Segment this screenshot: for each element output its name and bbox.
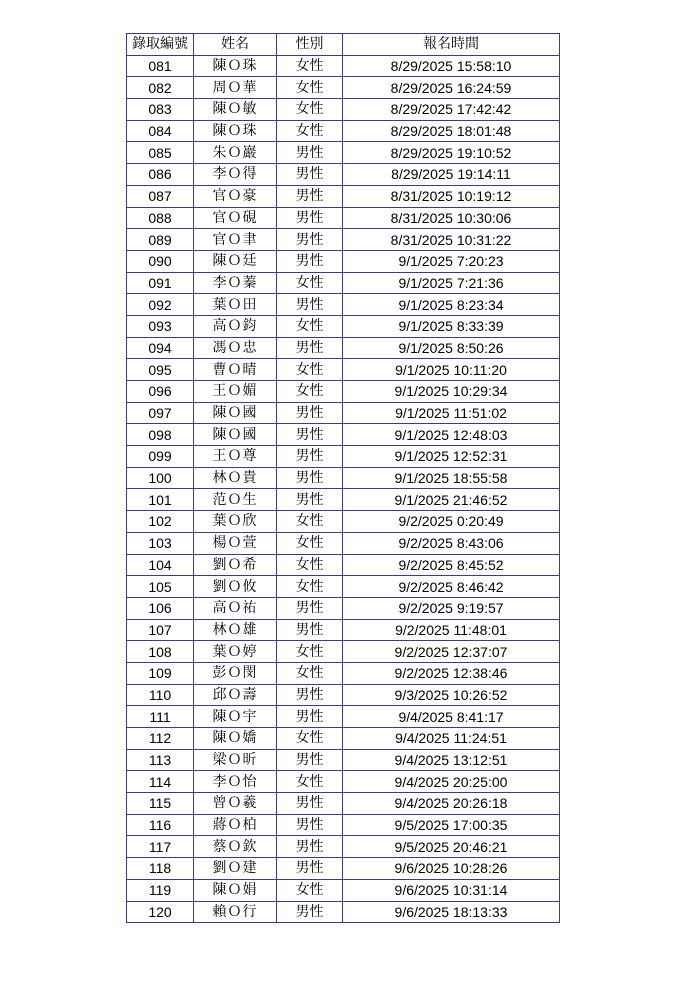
table-row bbox=[127, 771, 560, 793]
admission-number-cell: 120 bbox=[127, 901, 194, 923]
table-row bbox=[127, 554, 560, 576]
registration-time-cell: 9/1/2025 10:11:20 bbox=[343, 359, 560, 381]
name-cell: 高Ｏ祐 bbox=[194, 597, 277, 619]
header-admission-number: 錄取編號 bbox=[127, 34, 194, 56]
admission-number-cell: 113 bbox=[127, 749, 194, 771]
registration-time-cell: 9/1/2025 12:48:03 bbox=[343, 424, 560, 446]
name-cell: 李Ｏ蓁 bbox=[194, 272, 277, 294]
admission-number-cell: 109 bbox=[127, 662, 194, 684]
registration-time-cell: 9/1/2025 7:21:36 bbox=[343, 272, 560, 294]
table-row bbox=[127, 641, 560, 663]
registration-time-cell: 9/4/2025 20:25:00 bbox=[343, 771, 560, 793]
gender-cell: 男性 bbox=[277, 424, 343, 446]
registration-time-cell: 9/4/2025 8:41:17 bbox=[343, 706, 560, 728]
admission-number-cell: 097 bbox=[127, 402, 194, 424]
registration-time-cell: 8/29/2025 19:14:11 bbox=[343, 164, 560, 186]
name-cell: 楊Ｏ萱 bbox=[194, 532, 277, 554]
admission-number-cell: 091 bbox=[127, 272, 194, 294]
table-row bbox=[127, 814, 560, 836]
admission-number-cell: 106 bbox=[127, 597, 194, 619]
registration-time-cell: 9/2/2025 12:37:07 bbox=[343, 641, 560, 663]
header-registration-time: 報名時間 bbox=[343, 34, 560, 56]
name-cell: 曹Ｏ晴 bbox=[194, 359, 277, 381]
name-cell: 邱Ｏ壽 bbox=[194, 684, 277, 706]
gender-cell: 男性 bbox=[277, 597, 343, 619]
name-cell: 蔡Ｏ欽 bbox=[194, 836, 277, 858]
gender-cell: 男性 bbox=[277, 814, 343, 836]
table-row bbox=[127, 532, 560, 554]
header-name: 姓名 bbox=[194, 34, 277, 56]
name-cell: 葉Ｏ婷 bbox=[194, 641, 277, 663]
gender-cell: 男性 bbox=[277, 185, 343, 207]
gender-cell: 女性 bbox=[277, 771, 343, 793]
admission-number-cell: 082 bbox=[127, 77, 194, 99]
gender-cell: 男性 bbox=[277, 337, 343, 359]
admission-number-cell: 081 bbox=[127, 55, 194, 77]
registration-time-cell: 8/29/2025 16:24:59 bbox=[343, 77, 560, 99]
gender-cell: 男性 bbox=[277, 402, 343, 424]
table-row bbox=[127, 446, 560, 468]
gender-cell: 女性 bbox=[277, 879, 343, 901]
table-row bbox=[127, 359, 560, 381]
name-cell: 陳Ｏ娟 bbox=[194, 879, 277, 901]
registration-time-cell: 9/2/2025 8:43:06 bbox=[343, 532, 560, 554]
name-cell: 官Ｏ硯 bbox=[194, 207, 277, 229]
table-row bbox=[127, 207, 560, 229]
table-row bbox=[127, 576, 560, 598]
registration-time-cell: 8/31/2025 10:30:06 bbox=[343, 207, 560, 229]
name-cell: 彭Ｏ閔 bbox=[194, 662, 277, 684]
admission-number-cell: 116 bbox=[127, 814, 194, 836]
table-row bbox=[127, 250, 560, 272]
header-row bbox=[127, 34, 560, 56]
admission-number-cell: 114 bbox=[127, 771, 194, 793]
name-cell: 劉Ｏ建 bbox=[194, 858, 277, 880]
admission-number-cell: 100 bbox=[127, 467, 194, 489]
admission-number-cell: 093 bbox=[127, 315, 194, 337]
table-row bbox=[127, 793, 560, 815]
table-row bbox=[127, 164, 560, 186]
registration-time-cell: 9/2/2025 11:48:01 bbox=[343, 619, 560, 641]
name-cell: 蔣Ｏ柏 bbox=[194, 814, 277, 836]
name-cell: 陳Ｏ國 bbox=[194, 424, 277, 446]
name-cell: 梁Ｏ昕 bbox=[194, 749, 277, 771]
table-row bbox=[127, 619, 560, 641]
registration-time-cell: 9/2/2025 0:20:49 bbox=[343, 511, 560, 533]
table-row bbox=[127, 749, 560, 771]
gender-cell: 男性 bbox=[277, 229, 343, 251]
registration-time-cell: 9/5/2025 20:46:21 bbox=[343, 836, 560, 858]
registration-time-cell: 8/29/2025 18:01:48 bbox=[343, 120, 560, 142]
table-row bbox=[127, 662, 560, 684]
registration-time-cell: 9/6/2025 18:13:33 bbox=[343, 901, 560, 923]
table-row bbox=[127, 467, 560, 489]
registration-time-cell: 9/1/2025 21:46:52 bbox=[343, 489, 560, 511]
name-cell: 朱Ｏ巖 bbox=[194, 142, 277, 164]
name-cell: 葉Ｏ田 bbox=[194, 294, 277, 316]
gender-cell: 男性 bbox=[277, 164, 343, 186]
admission-number-cell: 085 bbox=[127, 142, 194, 164]
name-cell: 官Ｏ豪 bbox=[194, 185, 277, 207]
admission-number-cell: 111 bbox=[127, 706, 194, 728]
table-row bbox=[127, 185, 560, 207]
admission-number-cell: 118 bbox=[127, 858, 194, 880]
gender-cell: 女性 bbox=[277, 511, 343, 533]
gender-cell: 女性 bbox=[277, 576, 343, 598]
registration-time-cell: 9/1/2025 18:55:58 bbox=[343, 467, 560, 489]
admission-number-cell: 107 bbox=[127, 619, 194, 641]
table-row bbox=[127, 55, 560, 77]
name-cell: 陳Ｏ嬌 bbox=[194, 728, 277, 750]
admission-number-cell: 098 bbox=[127, 424, 194, 446]
table-row bbox=[127, 315, 560, 337]
gender-cell: 女性 bbox=[277, 641, 343, 663]
table-row bbox=[127, 99, 560, 121]
header-gender: 性別 bbox=[277, 34, 343, 56]
gender-cell: 男性 bbox=[277, 706, 343, 728]
gender-cell: 女性 bbox=[277, 120, 343, 142]
registration-time-cell: 8/31/2025 10:19:12 bbox=[343, 185, 560, 207]
name-cell: 王Ｏ尊 bbox=[194, 446, 277, 468]
table-row bbox=[127, 402, 560, 424]
table-row bbox=[127, 597, 560, 619]
admission-number-cell: 089 bbox=[127, 229, 194, 251]
table-row bbox=[127, 381, 560, 403]
admission-number-cell: 110 bbox=[127, 684, 194, 706]
admission-number-cell: 117 bbox=[127, 836, 194, 858]
name-cell: 高Ｏ鈞 bbox=[194, 315, 277, 337]
registration-time-cell: 8/29/2025 19:10:52 bbox=[343, 142, 560, 164]
name-cell: 范Ｏ生 bbox=[194, 489, 277, 511]
registration-time-cell: 9/5/2025 17:00:35 bbox=[343, 814, 560, 836]
name-cell: 周Ｏ華 bbox=[194, 77, 277, 99]
gender-cell: 男性 bbox=[277, 749, 343, 771]
admission-number-cell: 095 bbox=[127, 359, 194, 381]
name-cell: 陳Ｏ珠 bbox=[194, 55, 277, 77]
admission-number-cell: 084 bbox=[127, 120, 194, 142]
table-row bbox=[127, 77, 560, 99]
table-row bbox=[127, 706, 560, 728]
gender-cell: 女性 bbox=[277, 272, 343, 294]
admission-number-cell: 108 bbox=[127, 641, 194, 663]
registration-time-cell: 9/2/2025 12:38:46 bbox=[343, 662, 560, 684]
admission-number-cell: 088 bbox=[127, 207, 194, 229]
registration-table bbox=[126, 33, 560, 923]
table-row bbox=[127, 120, 560, 142]
admission-number-cell: 101 bbox=[127, 489, 194, 511]
admission-number-cell: 112 bbox=[127, 728, 194, 750]
admission-number-cell: 083 bbox=[127, 99, 194, 121]
name-cell: 馮Ｏ忠 bbox=[194, 337, 277, 359]
name-cell: 劉Ｏ希 bbox=[194, 554, 277, 576]
registration-time-cell: 8/31/2025 10:31:22 bbox=[343, 229, 560, 251]
gender-cell: 女性 bbox=[277, 662, 343, 684]
name-cell: 賴Ｏ行 bbox=[194, 901, 277, 923]
registration-time-cell: 9/4/2025 13:12:51 bbox=[343, 749, 560, 771]
gender-cell: 女性 bbox=[277, 381, 343, 403]
gender-cell: 女性 bbox=[277, 532, 343, 554]
registration-time-cell: 9/2/2025 8:45:52 bbox=[343, 554, 560, 576]
gender-cell: 女性 bbox=[277, 728, 343, 750]
admission-number-cell: 087 bbox=[127, 185, 194, 207]
name-cell: 王Ｏ媚 bbox=[194, 381, 277, 403]
gender-cell: 男性 bbox=[277, 901, 343, 923]
registration-time-cell: 9/4/2025 20:26:18 bbox=[343, 793, 560, 815]
admission-number-cell: 094 bbox=[127, 337, 194, 359]
table-row bbox=[127, 229, 560, 251]
table-row bbox=[127, 424, 560, 446]
registration-time-cell: 9/1/2025 10:29:34 bbox=[343, 381, 560, 403]
gender-cell: 男性 bbox=[277, 619, 343, 641]
table-row bbox=[127, 337, 560, 359]
registration-time-cell: 9/1/2025 8:23:34 bbox=[343, 294, 560, 316]
registration-time-cell: 9/6/2025 10:28:26 bbox=[343, 858, 560, 880]
name-cell: 官Ｏ聿 bbox=[194, 229, 277, 251]
name-cell: 陳Ｏ廷 bbox=[194, 250, 277, 272]
registration-time-cell: 9/2/2025 9:19:57 bbox=[343, 597, 560, 619]
gender-cell: 女性 bbox=[277, 99, 343, 121]
admission-number-cell: 102 bbox=[127, 511, 194, 533]
gender-cell: 女性 bbox=[277, 315, 343, 337]
registration-time-cell: 8/29/2025 17:42:42 bbox=[343, 99, 560, 121]
gender-cell: 男性 bbox=[277, 250, 343, 272]
registration-time-cell: 9/1/2025 8:50:26 bbox=[343, 337, 560, 359]
gender-cell: 男性 bbox=[277, 489, 343, 511]
admission-number-cell: 103 bbox=[127, 532, 194, 554]
table-row bbox=[127, 511, 560, 533]
name-cell: 李Ｏ得 bbox=[194, 164, 277, 186]
gender-cell: 女性 bbox=[277, 554, 343, 576]
name-cell: 陳Ｏ國 bbox=[194, 402, 277, 424]
registration-time-cell: 8/29/2025 15:58:10 bbox=[343, 55, 560, 77]
gender-cell: 男性 bbox=[277, 207, 343, 229]
table-row bbox=[127, 272, 560, 294]
registration-time-cell: 9/1/2025 12:52:31 bbox=[343, 446, 560, 468]
registration-time-cell: 9/4/2025 11:24:51 bbox=[343, 728, 560, 750]
gender-cell: 男性 bbox=[277, 446, 343, 468]
registration-time-cell: 9/2/2025 8:46:42 bbox=[343, 576, 560, 598]
name-cell: 曾Ｏ羲 bbox=[194, 793, 277, 815]
registration-time-cell: 9/1/2025 8:33:39 bbox=[343, 315, 560, 337]
admission-number-cell: 096 bbox=[127, 381, 194, 403]
admission-number-cell: 099 bbox=[127, 446, 194, 468]
gender-cell: 女性 bbox=[277, 55, 343, 77]
gender-cell: 男性 bbox=[277, 294, 343, 316]
name-cell: 陳Ｏ珠 bbox=[194, 120, 277, 142]
name-cell: 林Ｏ雄 bbox=[194, 619, 277, 641]
table-row bbox=[127, 879, 560, 901]
admission-number-cell: 115 bbox=[127, 793, 194, 815]
table-body bbox=[127, 55, 560, 923]
name-cell: 陳Ｏ宇 bbox=[194, 706, 277, 728]
table-row bbox=[127, 294, 560, 316]
admission-number-cell: 105 bbox=[127, 576, 194, 598]
name-cell: 陳Ｏ敏 bbox=[194, 99, 277, 121]
table-row bbox=[127, 858, 560, 880]
registration-time-cell: 9/6/2025 10:31:14 bbox=[343, 879, 560, 901]
name-cell: 李Ｏ怡 bbox=[194, 771, 277, 793]
table-row bbox=[127, 836, 560, 858]
registration-time-cell: 9/1/2025 7:20:23 bbox=[343, 250, 560, 272]
table-header bbox=[127, 34, 560, 56]
name-cell: 葉Ｏ欣 bbox=[194, 511, 277, 533]
registration-time-cell: 9/3/2025 10:26:52 bbox=[343, 684, 560, 706]
name-cell: 林Ｏ貴 bbox=[194, 467, 277, 489]
gender-cell: 男性 bbox=[277, 142, 343, 164]
table-row bbox=[127, 142, 560, 164]
admission-number-cell: 090 bbox=[127, 250, 194, 272]
admission-number-cell: 086 bbox=[127, 164, 194, 186]
admission-number-cell: 092 bbox=[127, 294, 194, 316]
gender-cell: 男性 bbox=[277, 793, 343, 815]
gender-cell: 女性 bbox=[277, 359, 343, 381]
gender-cell: 女性 bbox=[277, 77, 343, 99]
table-row bbox=[127, 901, 560, 923]
table-row bbox=[127, 728, 560, 750]
admission-number-cell: 119 bbox=[127, 879, 194, 901]
table-row bbox=[127, 489, 560, 511]
table-row bbox=[127, 684, 560, 706]
gender-cell: 男性 bbox=[277, 467, 343, 489]
admission-number-cell: 104 bbox=[127, 554, 194, 576]
gender-cell: 男性 bbox=[277, 684, 343, 706]
registration-time-cell: 9/1/2025 11:51:02 bbox=[343, 402, 560, 424]
gender-cell: 男性 bbox=[277, 858, 343, 880]
name-cell: 劉Ｏ攸 bbox=[194, 576, 277, 598]
gender-cell: 男性 bbox=[277, 836, 343, 858]
